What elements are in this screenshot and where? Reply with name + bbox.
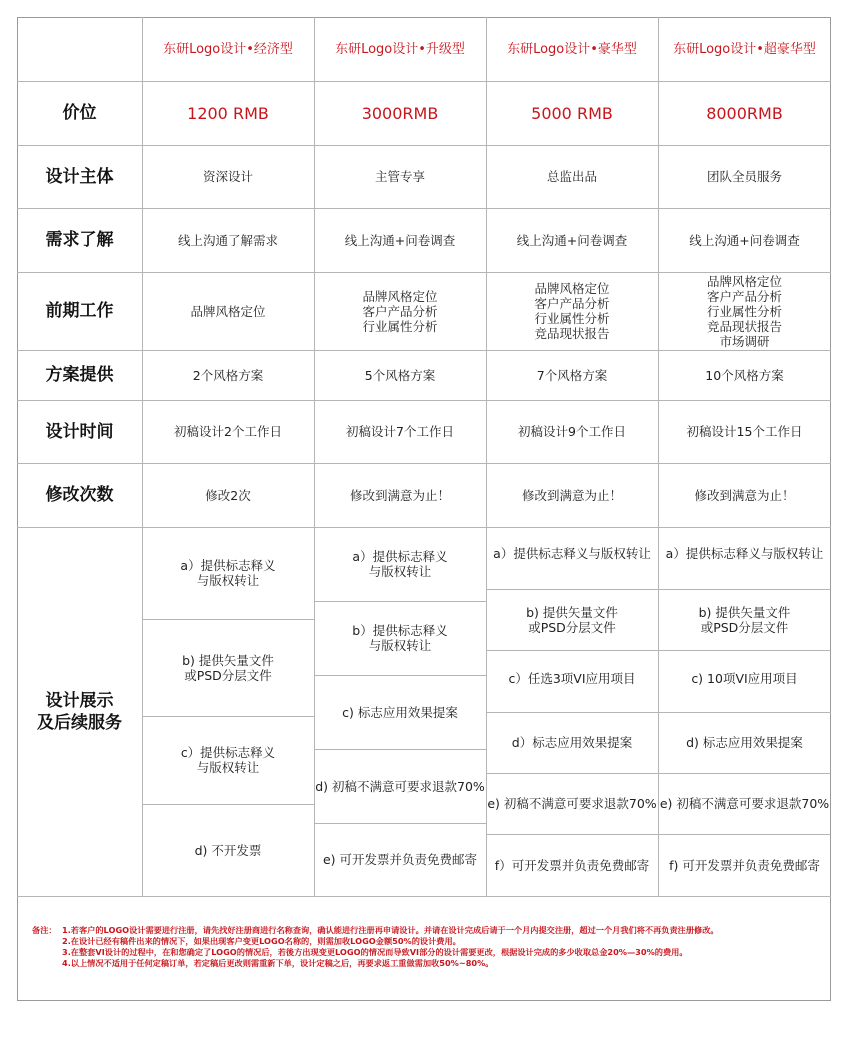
service-item: a）提供标志释义 与版权转让 <box>352 549 448 579</box>
note-line <box>32 925 822 936</box>
table-cell: 10个风格方案 <box>705 367 784 383</box>
table-cell: 资深设计 <box>202 169 253 184</box>
service-item: b) 提供矢量文件 或PSD分层文件 <box>526 604 618 635</box>
price-upgrade: 3000RMB <box>361 103 439 123</box>
table-cell: 初稿设计2个工作日 <box>174 424 282 439</box>
service-item: f) 可开发票并负责免费邮寄 <box>669 857 820 873</box>
service-item: b）提供标志释义 与版权转让 <box>352 623 448 653</box>
table-cell: 修改到满意为止！ <box>694 487 795 503</box>
table-cell: 主管专享 <box>374 169 425 184</box>
service-item: d) 初稿不满意可要求退款70% <box>315 778 485 794</box>
row-label-designer: 设计主体 <box>45 166 114 187</box>
service-item: b) 提供矢量文件 或PSD分层文件 <box>182 652 274 683</box>
note-text: 2.在设计已经有稿件出来的情况下，如果出现客户变更LOGO名称的，则需加收LOGO金额50%的设计费用。 <box>62 936 461 946</box>
table-cell: 修改2次 <box>205 487 251 503</box>
table-cell: 初稿设计15个工作日 <box>686 424 803 439</box>
note-text: 4.以上情况不适用于任何定稿订单，若定稿后更改则需重新下单，设计定稿之后，再要求返工重做需加收50%~80%。 <box>62 958 494 968</box>
table-cell: 5个风格方案 <box>364 367 436 383</box>
service-item: a）提供标志释义 与版权转让 <box>180 558 276 588</box>
plan-header-super-luxury: 东研Logo设计•超豪华型 <box>673 41 816 57</box>
table-cell: 修改到满意为止！ <box>521 487 622 503</box>
service-item: d）标志应用效果提案 <box>511 735 633 750</box>
note-line <box>32 936 822 947</box>
table-cell: 线上沟通+问卷调查 <box>689 232 800 248</box>
plan-header-upgrade: 东研Logo设计•升级型 <box>335 41 465 57</box>
table-cell: 品牌风格定位 <box>190 303 266 319</box>
note-line <box>32 947 822 958</box>
table-cell: 线上沟通了解需求 <box>177 232 278 248</box>
price-economy: 1200 RMB <box>187 103 269 123</box>
table-cell: 品牌风格定位 客户产品分析 行业属性分析 竞品现状报告 <box>534 281 610 341</box>
price-super-luxury: 8000RMB <box>706 103 783 123</box>
table-cell: 线上沟通+问卷调查 <box>516 232 628 248</box>
service-item: c）提供标志释义 与版权转让 <box>180 745 276 775</box>
table-cell: 初稿设计9个工作日 <box>518 424 626 439</box>
row-label-service: 设计展示 及后续服务 <box>37 690 122 733</box>
notes-prefix: 备注： <box>32 925 57 935</box>
note-line <box>32 958 822 969</box>
service-item: b) 提供矢量文件 或PSD分层文件 <box>698 604 791 635</box>
table-cell: 初稿设计7个工作日 <box>346 424 454 439</box>
notes-block <box>32 925 822 969</box>
service-item: c) 标志应用效果提案 <box>342 704 458 720</box>
table-cell: 线上沟通+问卷调查 <box>344 232 456 248</box>
row-label-proposals: 方案提供 <box>45 365 114 385</box>
price-luxury: 5000 RMB <box>531 103 613 123</box>
notes-indent <box>32 958 62 969</box>
row-label-revisions: 修改次数 <box>45 485 114 505</box>
service-item: a）提供标志释义与版权转让 <box>665 545 824 561</box>
row-label-early-work: 前期工作 <box>45 301 114 321</box>
table-cell: 修改到满意为止！ <box>349 487 450 503</box>
service-item: e) 可开发票并负责免费邮寄 <box>322 852 478 867</box>
service-item: c) 10项VI应用项目 <box>691 670 798 686</box>
row-label-design-time: 设计时间 <box>45 421 114 442</box>
table-cell: 团队全员服务 <box>706 169 782 184</box>
row-divider <box>17 896 831 897</box>
service-item: f）可开发票并负责免费邮寄 <box>494 857 650 873</box>
service-item: d) 不开发票 <box>194 842 262 858</box>
row-label-requirements: 需求了解 <box>45 230 114 250</box>
service-item: a）提供标志释义与版权转让 <box>493 545 651 561</box>
plan-header-economy: 东研Logo设计•经济型 <box>163 41 293 57</box>
note-text: 3.在整套VI设计的过程中，在和您确定了LOGO的情况后，若後方出现变更LOGO的情况而导致VI部分的设计需要更改，根据设计完成的多少收取总金20%—30%的费用。 <box>62 947 688 957</box>
note-text: 1.若客户的LOGO设计需要进行注册，请先找好注册商进行名称查询，确认能进行注册再申请设计。并请在设计完成后请于一个月内提交注册，超过一个月我们将不再负责注册修改。 <box>62 925 719 935</box>
service-item: c）任选3项VI应用项目 <box>508 670 636 686</box>
table-cell: 品牌风格定位 客户产品分析 行业属性分析 <box>362 288 438 334</box>
service-item: e) 初稿不满意可要求退款70% <box>487 796 657 811</box>
table-cell: 7个风格方案 <box>536 367 608 383</box>
row-label-price: 价位 <box>62 103 97 123</box>
notes-indent <box>32 936 62 947</box>
table-cell: 总监出品 <box>546 169 597 184</box>
service-item: d) 标志应用效果提案 <box>686 735 803 750</box>
table-cell: 2个风格方案 <box>192 367 264 383</box>
service-item: e) 初稿不满意可要求退款70% <box>659 796 830 811</box>
notes-indent <box>32 947 62 958</box>
plan-header-luxury: 东研Logo设计•豪华型 <box>507 41 637 57</box>
table-cell: 品牌风格定位 客户产品分析 行业属性分析 竞品现状报告 市场调研 <box>706 273 782 349</box>
